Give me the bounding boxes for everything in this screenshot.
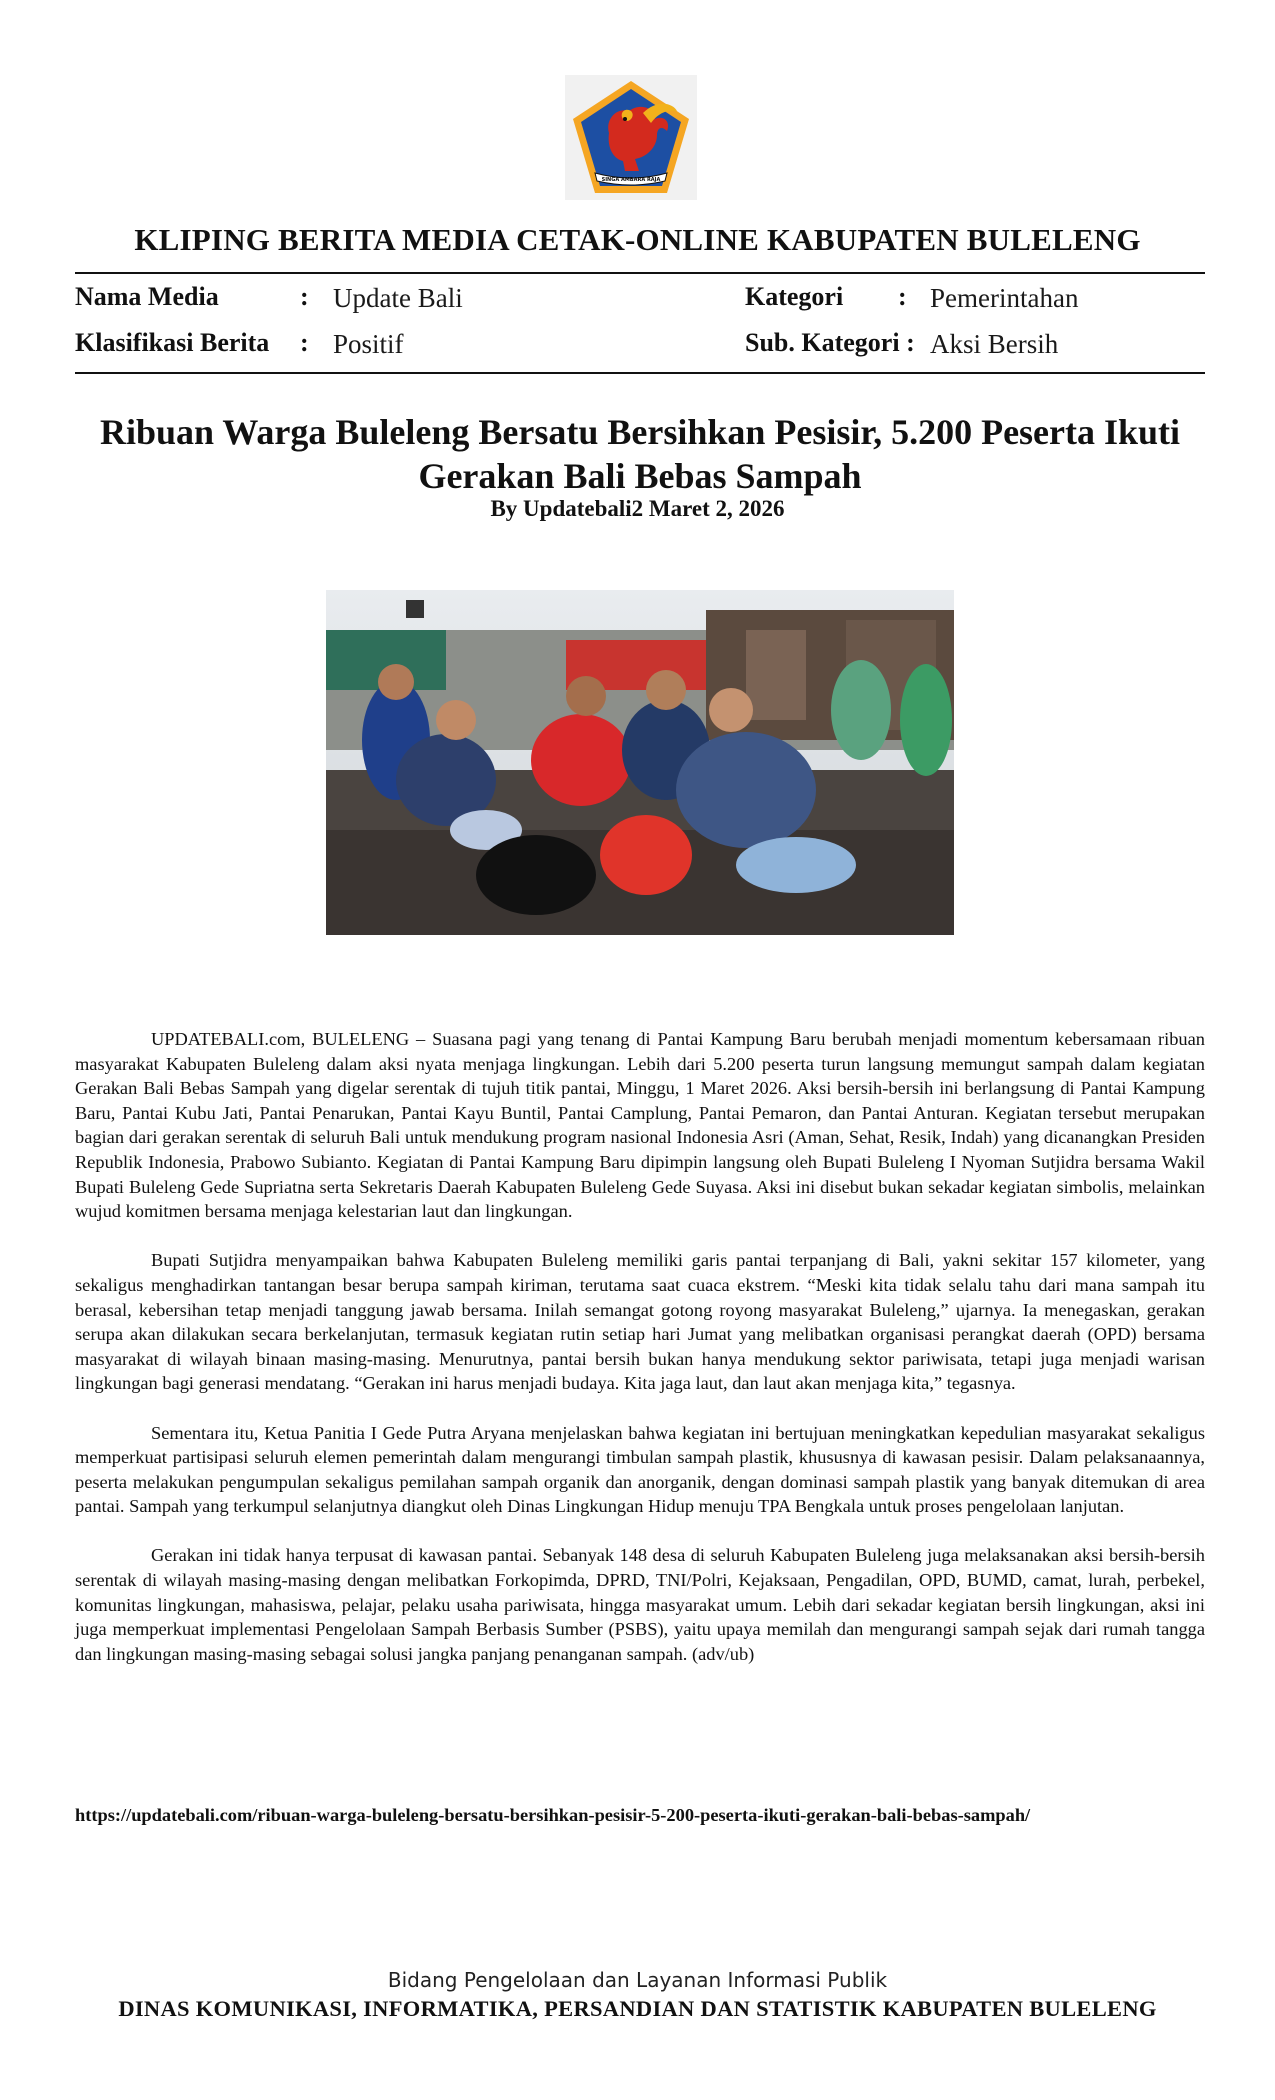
klasifikasi-separator: : [300,328,309,357]
beach-cleanup-photo-icon [326,590,954,935]
bottom-divider [75,372,1205,374]
article-paragraph: UPDATEBALI.com, BULELENG – Suasana pagi yang tenang di Pantai Kampung Baru berubah menjadi momentum kebersamaan ribuan masyarakat Kabupaten Buleleng dalam aksi nyata menjaga lingkungan. Lebih dari 5.200 peserta turun langsung memungut sampah dalam kegiatan Gerakan Bali Bebas Sampah yang digelar serentak di tujuh titik pantai, Minggu, 1 Maret 2026. Aksi bersih-bersih ini berlangsung di Pantai Kampung Baru, Pantai Kubu Jati, Pantai Penarukan, Pantai Kayu Buntil, Pantai Camplung, Pantai Pemaron, dan Pantai Anturan. Kegiatan tersebut merupakan bagian dari gerakan serentak di seluruh Bali untuk mendukung program nasional Indonesia Asri (Aman, Sehat, Resik, Indah) yang dicanangkan Presiden Republik Indonesia, Prabowo Subianto. Kegiatan di Pantai Kampung Baru dipimpin langsung oleh Bupati Buleleng I Nyoman Sutjidra bersama Wakil Bupati Buleleng Gede Supriatna serta Sekretaris Daerah Kabupaten Buleleng Gede Suyasa. Aksi ini disebut bukan sekadar kegiatan simbolis, melainkan wujud komitmen bersama menjaga kelestarian laut dan lingkungan. [75,1029,1205,1222]
nama-media-value: Update Bali [333,283,463,313]
sub-kategori-label: Sub. Kategori : [745,328,915,357]
singa-ambara-raja-emblem-icon [565,75,697,200]
klasifikasi-value: Positif [333,329,404,359]
kategori-label: Kategori [745,282,844,311]
article-paragraph: Bupati Sutjidra menyampaikan bahwa Kabupaten Buleleng memiliki garis pantai terpanjang di Bali, yakni sekitar 157 kilometer, yang sekaligus menghadirkan tantangan besar berupa sampah kiriman, terutama saat cuaca ekstrem. “Meski kita tidak selalu tahu dari mana sampah itu berasal, kebersihan tetap menjadi tanggung jawab bersama. Inilah semangat gotong royong masyarakat Buleleng,” ujarnya. Ia menegaskan, gerakan serupa akan dilakukan secara berkelanjutan, termasuk kegiatan rutin setiap hari Jumat yang melibatkan organisasi perangkat daerah (OPD) bersama masyarakat di wilayah binaan masing-masing. Menurutnya, pantai bersih bukan hanya mendukung sektor pariwisata, tetapi juga menjadi warisan lingkungan bagi generasi mendatang. “Gerakan ini harus menjadi budaya. Kita jaga laut, dan laut akan menjaga kita,” tegasnya. [75,1250,1205,1394]
article-byline: By Updatebali2 Maret 2, 2026 [490,496,785,521]
kliping-title: KLIPING BERITA MEDIA CETAK-ONLINE KABUPATEN BULELENG [134,222,1141,257]
buleleng-crest-logo [565,75,697,200]
nama-media-label: Nama Media [75,282,219,311]
kategori-value: Pemerintahan [930,283,1079,313]
footer-agency: DINAS KOMUNIKASI, INFORMATIKA, PERSANDIAN DAN STATISTIK KABUPATEN BULELENG [118,1996,1157,2021]
klasifikasi-label: Klasifikasi Berita [75,328,270,357]
sub-kategori-value: Aksi Bersih [930,329,1059,359]
article-body [75,1027,1205,1691]
kategori-separator: : [898,282,907,311]
top-divider [75,272,1205,274]
footer-department: Bidang Pengelolaan dan Layanan Informasi Publik [387,1968,888,1992]
article-photo [326,590,954,935]
article-paragraph: Gerakan ini tidak hanya terpusat di kawasan pantai. Sebanyak 148 desa di seluruh Kabupaten Buleleng juga melaksanakan aksi bersih-bersih serentak di wilayah masing-masing dengan melibatkan Forkopimda, DPRD, TNI/Polri, Kejaksaan, Pengadilan, OPD, BUMD, camat, lurah, perbekel, komunitas lingkungan, mahasiswa, pelajar, pelaku usaha pariwisata, hingga masyarakat umum. Lebih dari sekadar kegiatan bersih lingkungan, aksi ini juga memperkuat implementasi Pengelolaan Sampah Berbasis Sumber (PSBS), yaitu upaya memilah dan mengurangi sampah sejak dari rumah tangga dan lingkungan masing-masing sebagai solusi jangka panjang penanganan sampah. (adv/ub) [75,1545,1205,1664]
source-url[interactable]: https://updatebali.com/ribuan-warga-buleleng-bersatu-bersihkan-pesisir-5-200-peserta-ikuti-gerakan-bali-bebas-sampah/ [75,1805,1031,1825]
article-paragraph: Sementara itu, Ketua Panitia I Gede Putra Aryana menjelaskan bahwa kegiatan ini bertujuan meningkatkan kepedulian masyarakat sekaligus memperkuat partisipasi seluruh elemen pemerintah dalam mengurangi timbulan sampah plastik, khususnya di kawasan pesisir. Dalam pelaksanaannya, peserta melakukan pengumpulan sekaligus pemilahan sampah organik dan anorganik, dengan dominasi sampah plastik yang banyak ditemukan di area pantai. Sampah yang terkumpul selanjutnya diangkut oleh Dinas Lingkungan Hidup menuju TPA Bengkala untuk proses pengelolaan lanjutan. [75,1422,1205,1517]
nama-media-separator: : [300,282,309,311]
svg-text:SINGA AMBARA RAJA: SINGA AMBARA RAJA [601,177,661,183]
article-headline: Ribuan Warga Buleleng Bersatu Bersihkan Pesisir, 5.200 Peserta Ikuti Gerakan Bali Bebas Sampah [99,412,1181,496]
